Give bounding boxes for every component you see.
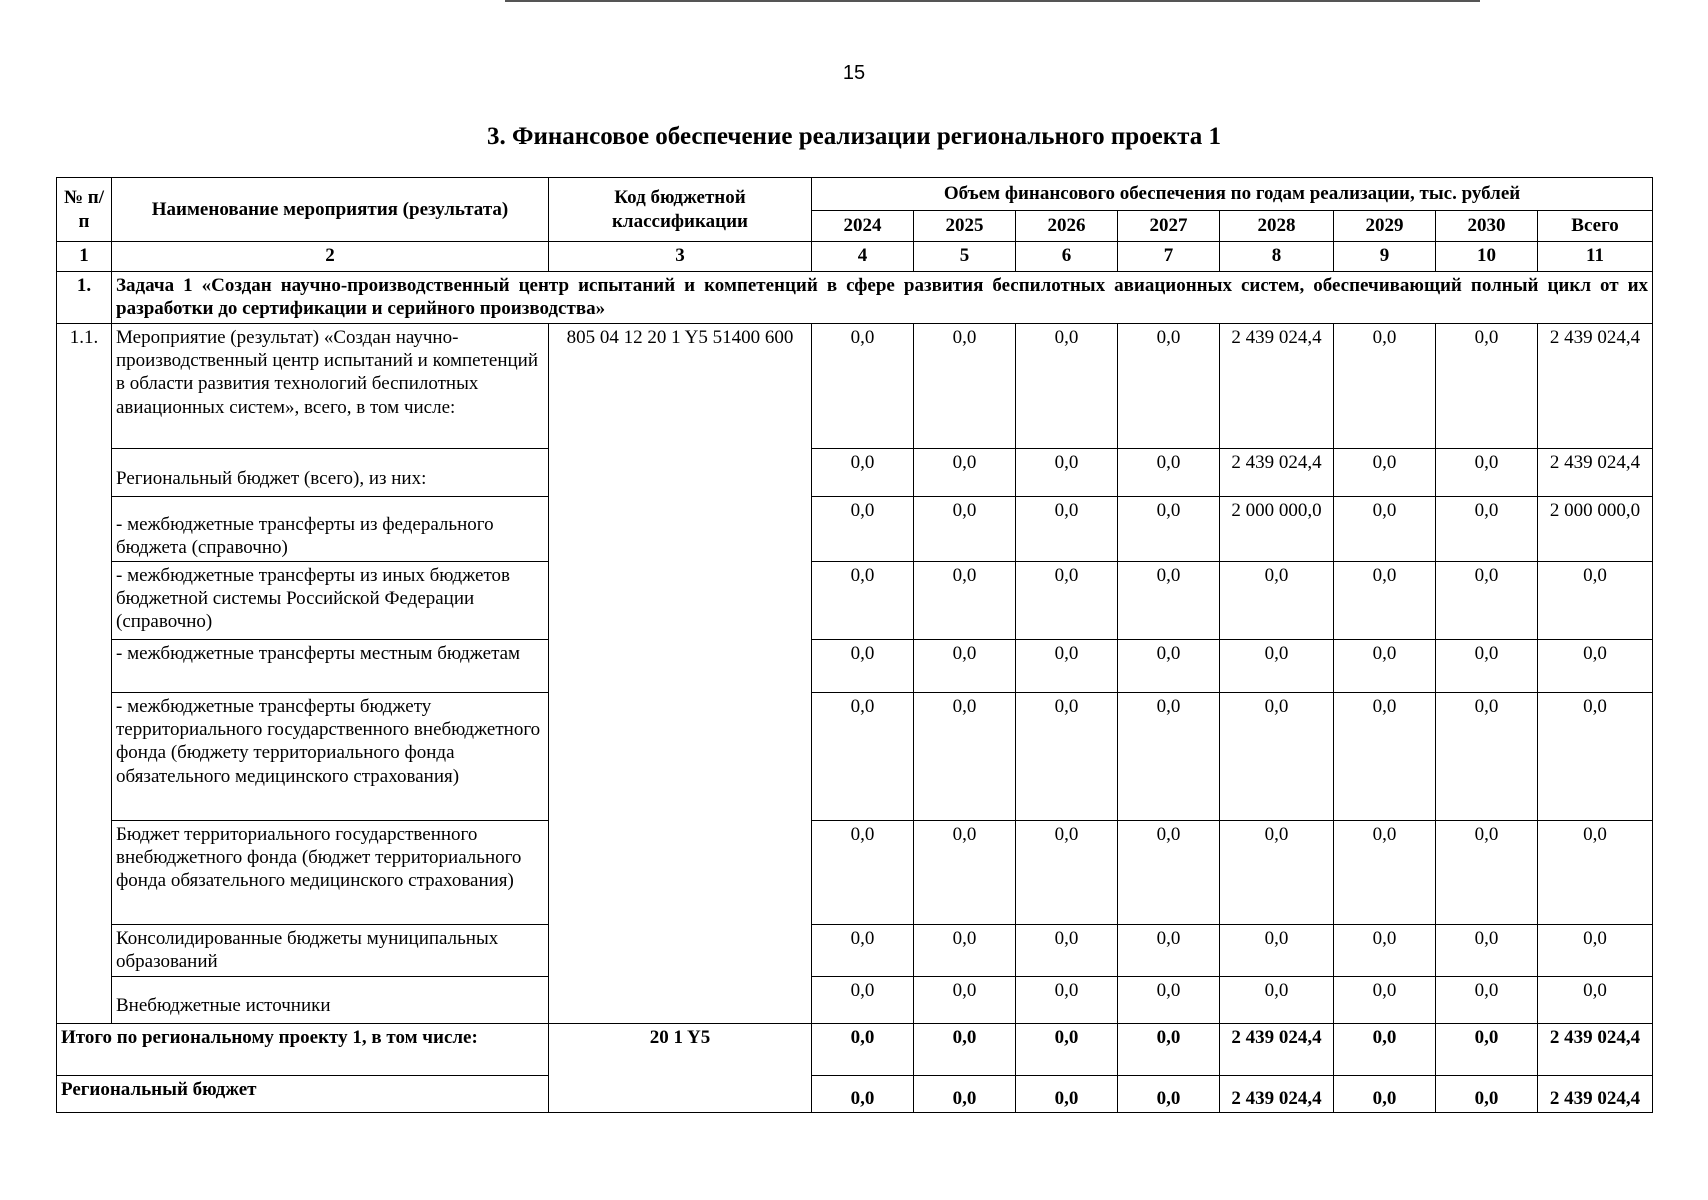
total-regional-value: 0,0 <box>1016 1076 1118 1113</box>
total-regional-label: Региональный бюджет <box>57 1076 549 1113</box>
column-number: 6 <box>1016 242 1118 272</box>
row-value: 0,0 <box>812 693 914 821</box>
header-year: 2024 <box>812 211 914 242</box>
page-title: 3. Финансовое обеспечение реализации регионального проекта 1 <box>486 123 1222 150</box>
task-number: 1. <box>57 272 112 324</box>
row-value: 0,0 <box>1016 562 1118 640</box>
column-number: 8 <box>1220 242 1334 272</box>
total-regional-row <box>57 1076 1653 1113</box>
total-value: 0,0 <box>1334 1024 1436 1076</box>
row-value: 0,0 <box>1538 640 1653 693</box>
row-value: 0,0 <box>1016 925 1118 977</box>
row-value: 2 000 000,0 <box>1220 497 1334 562</box>
row-value: 0,0 <box>914 449 1016 497</box>
header-volume: Объем финансового обеспечения по годам реализации, тыс. рублей <box>812 178 1653 211</box>
row-value: 0,0 <box>812 640 914 693</box>
row-value: 0,0 <box>914 925 1016 977</box>
total-value: 0,0 <box>1436 1024 1538 1076</box>
total-value: 0,0 <box>1118 1024 1220 1076</box>
row-value: 0,0 <box>1016 497 1118 562</box>
column-number: 7 <box>1118 242 1220 272</box>
header-year: 2028 <box>1220 211 1334 242</box>
table-row <box>57 693 1653 821</box>
row-value: 0,0 <box>1436 449 1538 497</box>
total-regional-value: 0,0 <box>914 1076 1016 1113</box>
row-value: 2 439 024,4 <box>1220 449 1334 497</box>
row-value: 0,0 <box>1334 821 1436 925</box>
header-year: 2027 <box>1118 211 1220 242</box>
row-value: 2 439 024,4 <box>1538 324 1653 449</box>
row-name: Мероприятие (результат) «Создан научно-производственный центр испытаний и компетенций в области развития технологий беспилотных авиационных систем», всего, в том числе: <box>112 324 549 449</box>
row-value: 0,0 <box>1436 925 1538 977</box>
column-number: 1 <box>57 242 112 272</box>
header-number: № п/п <box>57 178 112 242</box>
column-numbering-row <box>57 242 1653 272</box>
header-row <box>57 178 1653 211</box>
row-value: 0,0 <box>1016 640 1118 693</box>
row-value: 0,0 <box>914 562 1016 640</box>
row-value: 0,0 <box>1016 324 1118 449</box>
header-year: 2029 <box>1334 211 1436 242</box>
column-number: 2 <box>112 242 549 272</box>
column-number: 3 <box>549 242 812 272</box>
row-value: 0,0 <box>1538 562 1653 640</box>
row-value: 0,0 <box>1334 449 1436 497</box>
row-name: Консолидированные бюджеты муниципальных образований <box>112 925 549 977</box>
row-value: 0,0 <box>1436 821 1538 925</box>
row-value: 0,0 <box>1016 449 1118 497</box>
row-value: 0,0 <box>914 324 1016 449</box>
column-number: 11 <box>1538 242 1653 272</box>
row-value: 0,0 <box>1334 693 1436 821</box>
header-year: 2025 <box>914 211 1016 242</box>
row-value: 0,0 <box>1436 324 1538 449</box>
total-value: 2 439 024,4 <box>1220 1024 1334 1076</box>
row-value: 0,0 <box>1220 640 1334 693</box>
table-row <box>57 497 1653 562</box>
row-value: 0,0 <box>1538 977 1653 1024</box>
row-name: - межбюджетные трансферты из иных бюджетов бюджетной системы Российской Федерации (справочно) <box>112 562 549 640</box>
table-row <box>57 562 1653 640</box>
row-value: 0,0 <box>1436 977 1538 1024</box>
row-value: 0,0 <box>812 562 914 640</box>
row-value: 0,0 <box>1436 693 1538 821</box>
header-year: 2026 <box>1016 211 1118 242</box>
header-total: Всего <box>1538 211 1653 242</box>
table-row <box>57 640 1653 693</box>
row-value: 0,0 <box>1118 640 1220 693</box>
row-value: 0,0 <box>914 497 1016 562</box>
header-name: Наименование мероприятия (результата) <box>112 178 549 242</box>
total-regional-value: 0,0 <box>812 1076 914 1113</box>
row-value: 0,0 <box>1118 925 1220 977</box>
row-value: 0,0 <box>1538 821 1653 925</box>
total-regional-value: 2 439 024,4 <box>1538 1076 1653 1113</box>
row-value: 0,0 <box>1118 693 1220 821</box>
row-value: 0,0 <box>812 449 914 497</box>
row-value: 2 439 024,4 <box>1220 324 1334 449</box>
total-label: Итого по региональному проекту 1, в том числе: <box>57 1024 549 1076</box>
budget-code: 805 04 12 20 1 Y5 51400 600 <box>549 324 812 1024</box>
row-value: 0,0 <box>812 821 914 925</box>
row-value: 0,0 <box>1334 977 1436 1024</box>
total-regional-value: 0,0 <box>1118 1076 1220 1113</box>
row-name: - межбюджетные трансферты из федерального бюджета (справочно) <box>112 497 549 562</box>
row-value: 0,0 <box>914 821 1016 925</box>
total-regional-value: 2 439 024,4 <box>1220 1076 1334 1113</box>
task-row <box>57 272 1653 324</box>
total-value: 2 439 024,4 <box>1538 1024 1653 1076</box>
activity-number: 1.1. <box>57 324 112 1024</box>
row-value: 0,0 <box>1334 640 1436 693</box>
row-value: 0,0 <box>1118 562 1220 640</box>
row-value: 0,0 <box>1118 497 1220 562</box>
row-value: 0,0 <box>812 977 914 1024</box>
row-value: 0,0 <box>1118 977 1220 1024</box>
total-value: 0,0 <box>914 1024 1016 1076</box>
row-value: 0,0 <box>914 693 1016 821</box>
row-value: 0,0 <box>1118 821 1220 925</box>
row-value: 0,0 <box>1334 497 1436 562</box>
row-value: 0,0 <box>1016 693 1118 821</box>
table-row <box>57 821 1653 925</box>
row-value: 0,0 <box>1334 925 1436 977</box>
header-code: Код бюджетной классификации <box>549 178 812 242</box>
row-value: 0,0 <box>812 925 914 977</box>
row-value: 0,0 <box>1220 821 1334 925</box>
row-value: 0,0 <box>1118 324 1220 449</box>
row-value: 0,0 <box>1334 324 1436 449</box>
row-name: Бюджет территориального государственного внебюджетного фонда (бюджет территориального фонда обязательного медицинского страхования) <box>112 821 549 925</box>
page-number: 15 <box>842 62 866 84</box>
column-number: 10 <box>1436 242 1538 272</box>
row-value: 0,0 <box>1220 925 1334 977</box>
row-value: 0,0 <box>914 640 1016 693</box>
total-regional-value: 0,0 <box>1436 1076 1538 1113</box>
column-number: 5 <box>914 242 1016 272</box>
row-value: 0,0 <box>1538 925 1653 977</box>
table-row <box>57 925 1653 977</box>
table-row <box>57 324 1653 449</box>
row-value: 0,0 <box>1436 562 1538 640</box>
row-value: 0,0 <box>1220 562 1334 640</box>
row-value: 2 439 024,4 <box>1538 449 1653 497</box>
row-name: Внебюджетные источники <box>112 977 549 1024</box>
table-row <box>57 977 1653 1024</box>
row-value: 0,0 <box>1334 562 1436 640</box>
table-row <box>57 449 1653 497</box>
row-value: 0,0 <box>914 977 1016 1024</box>
row-value: 0,0 <box>1220 977 1334 1024</box>
row-name: - межбюджетные трансферты бюджету территориального государственного внебюджетного фонда (бюджету территориального фонда обязательного медицинского страхования) <box>112 693 549 821</box>
row-value: 0,0 <box>1220 693 1334 821</box>
top-scan-rule <box>505 0 1480 2</box>
row-name: Региональный бюджет (всего), из них: <box>112 449 549 497</box>
row-value: 2 000 000,0 <box>1538 497 1653 562</box>
column-number: 9 <box>1334 242 1436 272</box>
row-value: 0,0 <box>1016 977 1118 1024</box>
row-name: - межбюджетные трансферты местным бюджетам <box>112 640 549 693</box>
row-value: 0,0 <box>1538 693 1653 821</box>
row-value: 0,0 <box>1118 449 1220 497</box>
total-value: 0,0 <box>812 1024 914 1076</box>
row-value: 0,0 <box>812 497 914 562</box>
total-regional-value: 0,0 <box>1334 1076 1436 1113</box>
total-row <box>57 1024 1653 1076</box>
financing-table <box>56 177 1653 1113</box>
task-text: Задача 1 «Создан научно-производственный центр испытаний и компетенций в сфере развития беспилотных авиационных систем, обеспечивающий полный цикл от их разработки до сертификации и серийного производства» <box>112 272 1653 324</box>
column-number: 4 <box>812 242 914 272</box>
total-code: 20 1 Y5 <box>549 1024 812 1113</box>
row-value: 0,0 <box>1436 497 1538 562</box>
header-year: 2030 <box>1436 211 1538 242</box>
total-value: 0,0 <box>1016 1024 1118 1076</box>
row-value: 0,0 <box>1436 640 1538 693</box>
row-value: 0,0 <box>812 324 914 449</box>
row-value: 0,0 <box>1016 821 1118 925</box>
